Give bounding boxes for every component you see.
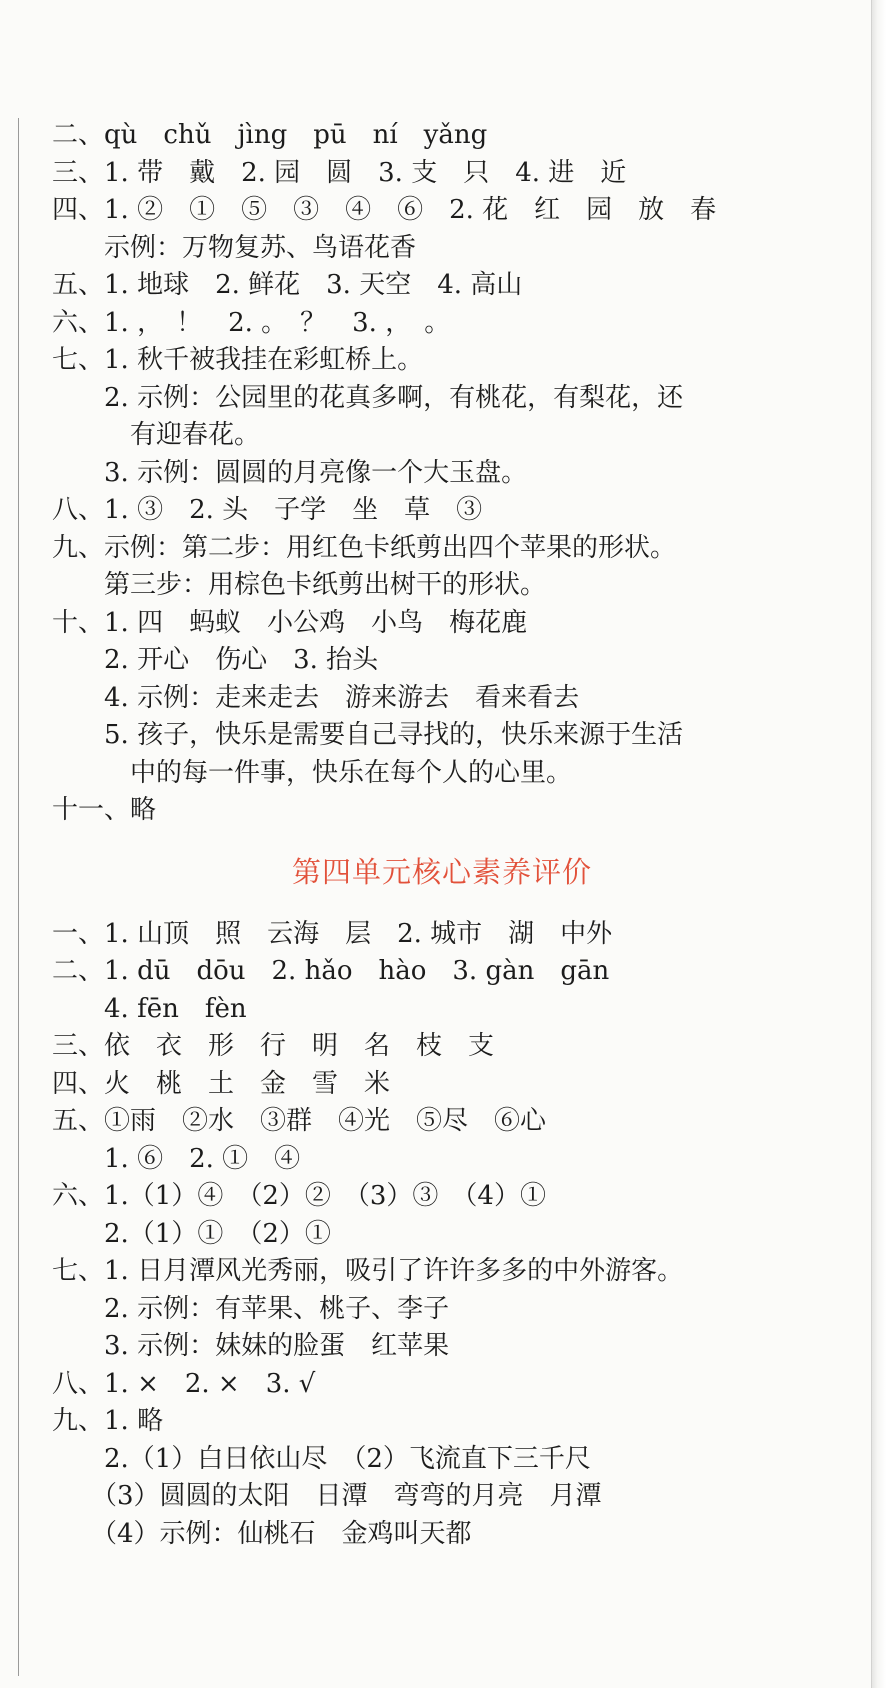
margin-rule [18,118,19,1676]
answer-line: 九、示例：第二步：用红色卡纸剪出四个苹果的形状。 [52,532,677,563]
answer-line: 二、qù chǔ jìng pū ní yǎng [52,120,488,150]
answer-line: 3. 示例：妹妹的脸蛋 红苹果 [52,1331,450,1361]
answer-line: 九、1. 略 [52,1406,164,1436]
answer-line: 四、火 桃 土 金 雪 米 [52,1068,391,1099]
answer-line: 第三步：用棕色卡纸剪出树干的形状。 [52,570,547,600]
answer-content [52,117,832,1553]
answer-line: 有迎春花。 [52,420,261,450]
answer-line: （3）圆圆的太阳 日潭 弯弯的月亮 月潭 [52,1481,602,1511]
answer-line: 一、1. 山顶 照 云海 层 2. 城市 湖 中外 [52,918,613,949]
answer-line: 八、1. × 2. × 3. √ [52,1368,316,1399]
answer-line: 六、1. ， ！ 2. 。 ？ 3. ， 。 [52,307,451,338]
answer-line: 2. 示例：公园里的花真多啊，有桃花，有梨花，还 [52,382,684,413]
answer-line: 2. 示例：有苹果、桃子、李子 [52,1293,450,1324]
answer-line: 示例：万物复苏、鸟语花香 [52,232,417,263]
unit-four-answers [52,916,832,1554]
answer-line: 十一、略 [52,795,157,825]
answer-line: 2.（1）① （2）① [52,1218,331,1249]
answer-line: 2.（1）白日依山尽 （2）飞流直下三千尺 [52,1443,591,1474]
answer-line: （4）示例：仙桃石 金鸡叫天都 [52,1518,472,1549]
answer-line: 七、1. 秋千被我挂在彩虹桥上。 [52,345,424,375]
page-edge [871,0,886,1688]
answer-line: 4. 示例：走来走去 游来游去 看来看去 [52,682,580,713]
answer-line: 十、1. 四 蚂蚁 小公鸡 小鸟 梅花鹿 [52,607,528,638]
answer-line: 四、1. ② ① ⑤ ③ ④ ⑥ 2. 花 红 园 放 春 [52,195,717,225]
answer-line: 五、①雨 ②水 ③群 ④光 ⑤尽 ⑥心 [52,1106,547,1136]
answer-line: 1. ⑥ 2. ① ④ [52,1143,301,1174]
answer-line: 4. fēn fèn [52,993,247,1024]
answer-line: 5. 孩子，快乐是需要自己寻找的，快乐来源于生活 [52,720,684,750]
answer-line: 2. 开心 伤心 3. 抬头 [52,645,379,675]
answer-line: 三、1. 带 戴 2. 园 圆 3. 支 只 4. 进 近 [52,157,627,188]
answer-line: 五、1. 地球 2. 鲜花 3. 天空 4. 高山 [52,270,523,300]
answer-line: 三、依 衣 形 行 明 名 枝 支 [52,1031,495,1061]
answer-line: 七、1. 日月潭风光秀丽，吸引了许许多多的中外游客。 [52,1256,684,1286]
unit-three-answers [52,117,832,830]
section-title: 第四单元核心素养评价 [291,854,592,889]
answer-line: 六、1.（1）④ （2）② （3）③ （4）① [52,1181,546,1211]
answer-line: 中的每一件事，快乐在每个人的心里。 [52,757,573,788]
answer-line: 二、1. dū dōu 2. hǎo hào 3. gàn gān [52,956,610,986]
answer-line: 3. 示例：圆圆的月亮像一个大玉盘。 [52,457,528,488]
answer-line: 八、1. ③ 2. 头 子学 坐 草 ③ [52,495,483,525]
